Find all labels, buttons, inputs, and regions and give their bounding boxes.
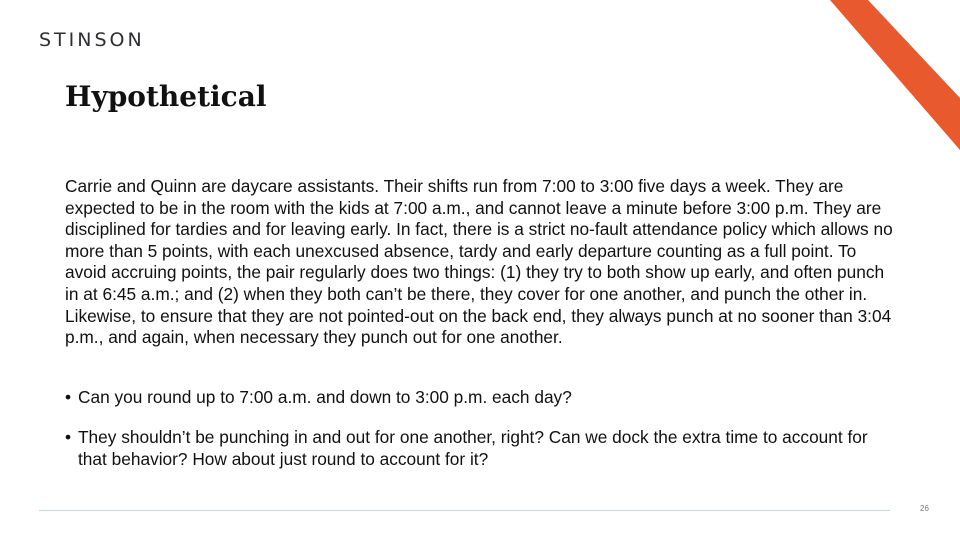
corner-accent-stripe [830, 0, 960, 150]
bullet-marker: • [65, 427, 72, 447]
bullet-text-2: They shouldn’t be punching in and out for one another, right? Can we dock the extra time to account for that behavior? How about just round to account for it? [78, 427, 868, 469]
bullet-item-1 [65, 387, 885, 409]
page-number: 26 [920, 504, 929, 513]
scenario-paragraph: Carrie and Quinn are daycare assistants. Their shifts run from 7:00 to 3:00 five days a week. They are expected to be in the room with the kids at 7:00 a.m., and cannot leave a minute before 3:00 p.m. They are disciplined for tardies and for leaving early. In fact, there is a strict no-fault attendance policy which allows no more than 5 points, with each unexcused absence, tardy and early departure counting as a full point. To avoid accruing points, the pair regularly does two things: (1) they try to both show up early, and often punch in at 6:45 a.m.; and (2) when they both can’t be there, they cover for one another, and punch the other in. Likewise, to ensure that they are not pointed-out on the back end, they always punch at no sooner than 3:04 p.m., and again, when necessary they punch out for one another. [65, 176, 893, 348]
bullet-text-1: Can you round up to 7:00 a.m. and down to 3:00 p.m. each day? [78, 387, 572, 407]
logo-wordmark: STINSON [39, 29, 145, 51]
accent-stripe-shape [830, 0, 960, 150]
bullet-item-2 [65, 427, 885, 470]
stinson-logo [39, 29, 145, 51]
bullet-marker: • [65, 387, 72, 407]
slide-title: Hypothetical [65, 80, 267, 113]
footer-divider [39, 510, 890, 511]
